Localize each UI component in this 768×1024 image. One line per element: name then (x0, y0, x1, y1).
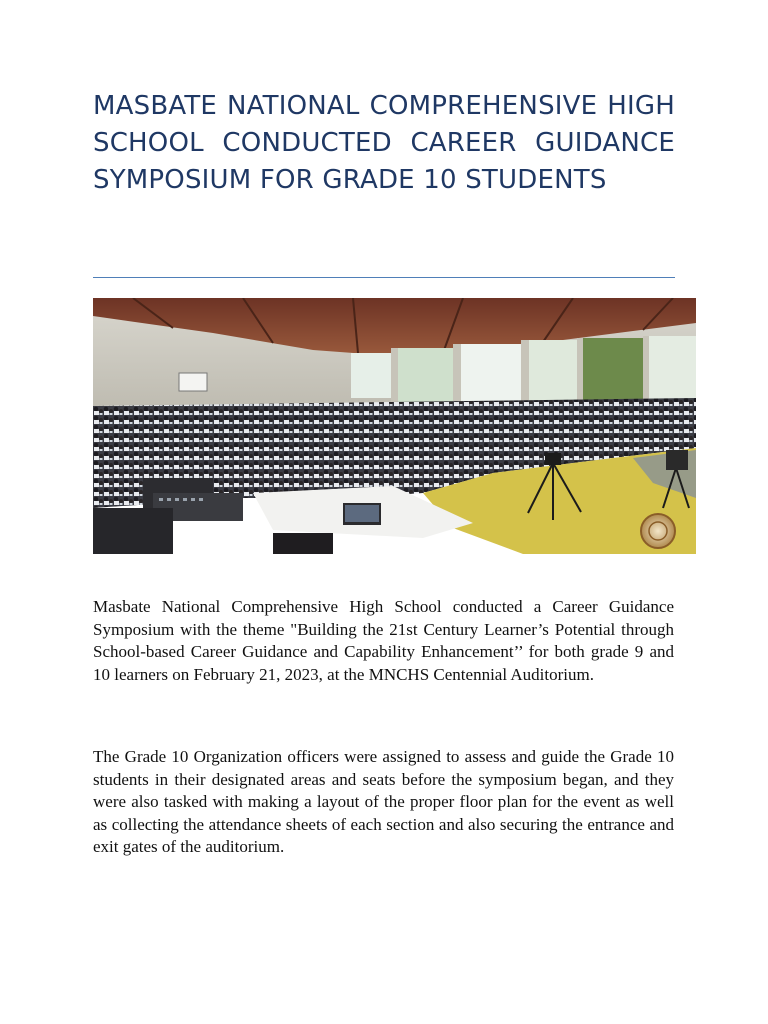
title-divider (93, 277, 675, 278)
article-paragraph-1: Masbate National Comprehensive High School conducted a Career Guidance Symposium with the theme "Building the 21st Century Learner’s Potential through School-based Career Guidance and Capability Enhancement’’ for both grade 9 and 10 learners on February 21, 2023, at the MNCHS Centennial Auditorium. (93, 597, 674, 684)
article-paragraph-2: The Grade 10 Organization officers were assigned to assess and guide the Grade 10 students in their designated areas and seats before the symposium began, and they were also tasked with making a layout of the proper floor plan for the event as well as collecting the attendance sheets of each section and also securing the entrance and exit gates of the auditorium. (93, 747, 674, 857)
article-title: MASBATE NATIONAL COMPREHENSIVE HIGH SCHOOL CONDUCTED CAREER GUIDANCE SYMPOSIUM FOR GRADE 10 STUDENTS (93, 91, 675, 195)
event-photo (93, 298, 696, 554)
